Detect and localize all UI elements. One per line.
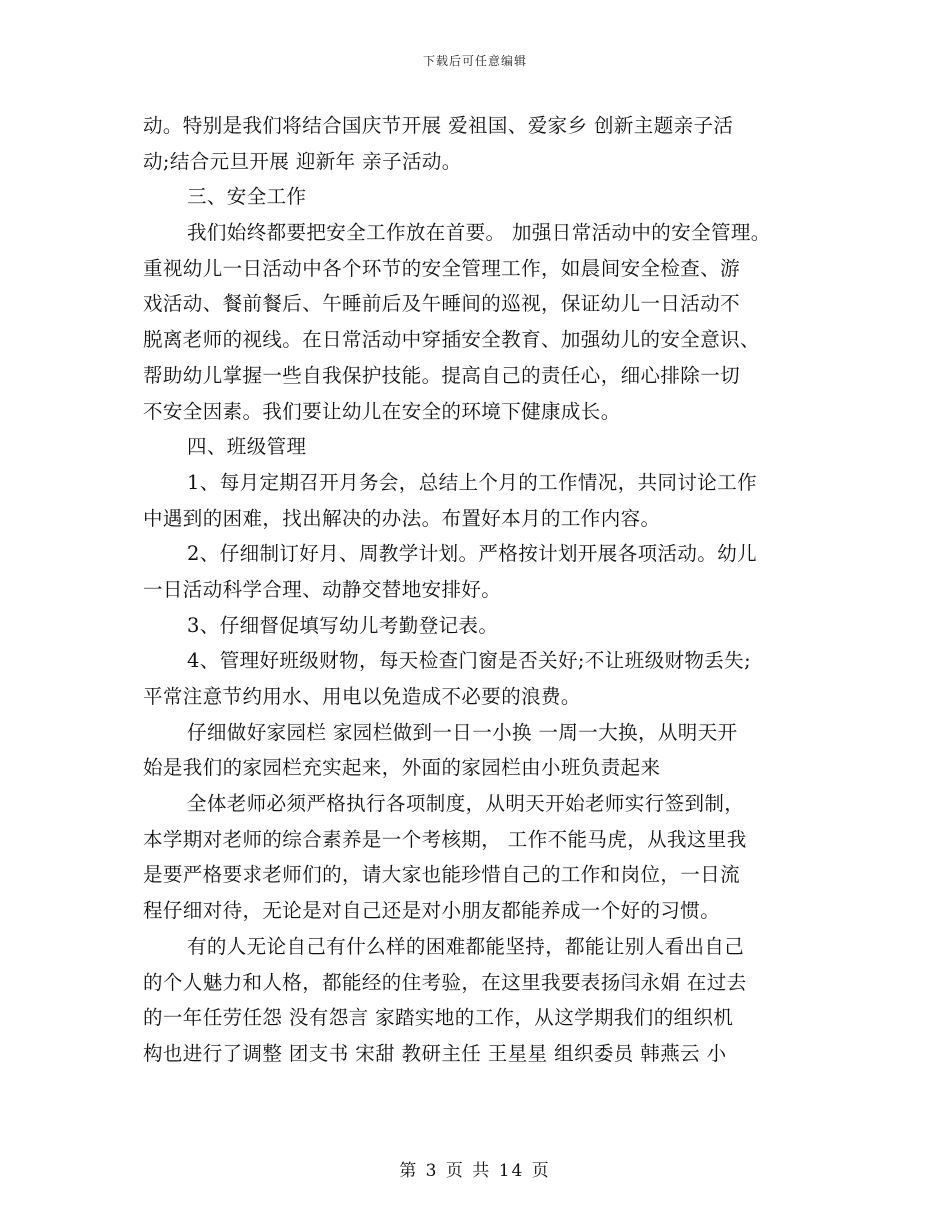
text-line: 的一年任劳任怨 没有怨言 家踏实地的工作，从这学期我们的组织机 xyxy=(143,1006,734,1030)
text-line: 平常注意节约用水、用电以免造成不必要的浪费。 xyxy=(143,685,581,708)
text-line: 2、仔细制订好月、周教学计划。严格按计划开展各项活动。幼儿 xyxy=(187,542,758,566)
page-header: 下载后可任意编辑 xyxy=(422,54,527,68)
text-line: 是要严格要求老师们的，请大家也能珍惜自己的工作和岗位，一日流 xyxy=(143,863,741,887)
text-line: 4、管理好班级财物，每天检查门窗是否关好;不让班级财物丢失; xyxy=(187,649,752,673)
text-line: 脱离老师的视线。在日常活动中穿插安全教育、加强幼儿的安全意识、 xyxy=(143,328,760,352)
page-footer: 第 3 页 共 14 页 xyxy=(399,1161,551,1181)
text-line: 戏活动、餐前餐后、午睡前后及午睡间的巡视，保证幼儿一日活动不 xyxy=(143,292,741,316)
text-line: 动;结合元旦开展 迎新年 亲子活动。 xyxy=(143,149,462,173)
text-line: 不安全因素。我们要让幼儿在安全的环境下健康成长。 xyxy=(143,399,621,423)
text-line: 仔细做好家园栏 家园栏做到一日一小换 一周一大换，从明天开 xyxy=(187,720,738,744)
text-line: 中遇到的困难，找出解决的办法。布置好本月的工作内容。 xyxy=(143,506,661,530)
text-line: 帮助幼儿掌握一些自我保护技能。提高自己的责任心，细心排除一切 xyxy=(143,363,741,387)
text-line: 始是我们的家园栏充实起来，外面的家园栏由小班负责起来 xyxy=(143,756,661,780)
text-line: 一日活动科学合理、动静交替地安排好。 xyxy=(143,577,502,601)
text-line: 有的人无论自己有什么样的困难都能坚持，都能让别人看出自己 xyxy=(187,934,745,958)
text-line: 全体老师必须严格执行各项制度，从明天开始老师实行签到制， xyxy=(187,792,745,816)
text-line: 1、每月定期召开月务会，总结上个月的工作情况，共同讨论工作 xyxy=(187,470,758,494)
text-line: 构也进行了调整 团支书 宋甜 教研主任 王星星 组织委员 韩燕云 小 xyxy=(143,1041,727,1065)
text-line: 重视幼儿一日活动中各个环节的安全管理工作，如晨间安全检查、游 xyxy=(143,256,741,280)
text-line: 动。特别是我们将结合国庆节开展 爱祖国、爱家乡 创新主题亲子活 xyxy=(143,114,734,137)
text-line: 3、仔细督促填写幼儿考勤登记表。 xyxy=(187,613,499,637)
text-line: 程仔细对待，无论是对自己还是对小朋友都能养成一个好的习惯。 xyxy=(143,899,721,923)
text-line: 我们始终都要把安全工作放在首要。 加强日常活动中的安全管理。 xyxy=(187,221,771,245)
text-line: 本学期对老师的综合素养是一个考核期， 工作不能马虎，从我这里我 xyxy=(143,827,747,851)
section-heading: 四、班级管理 xyxy=(187,435,307,459)
section-heading: 三、安全工作 xyxy=(187,185,307,209)
document-body xyxy=(143,108,823,1072)
text-line: 的个人魅力和人格，都能经的住考验，在这里我要表扬闫永娟 在过去 xyxy=(143,970,747,994)
